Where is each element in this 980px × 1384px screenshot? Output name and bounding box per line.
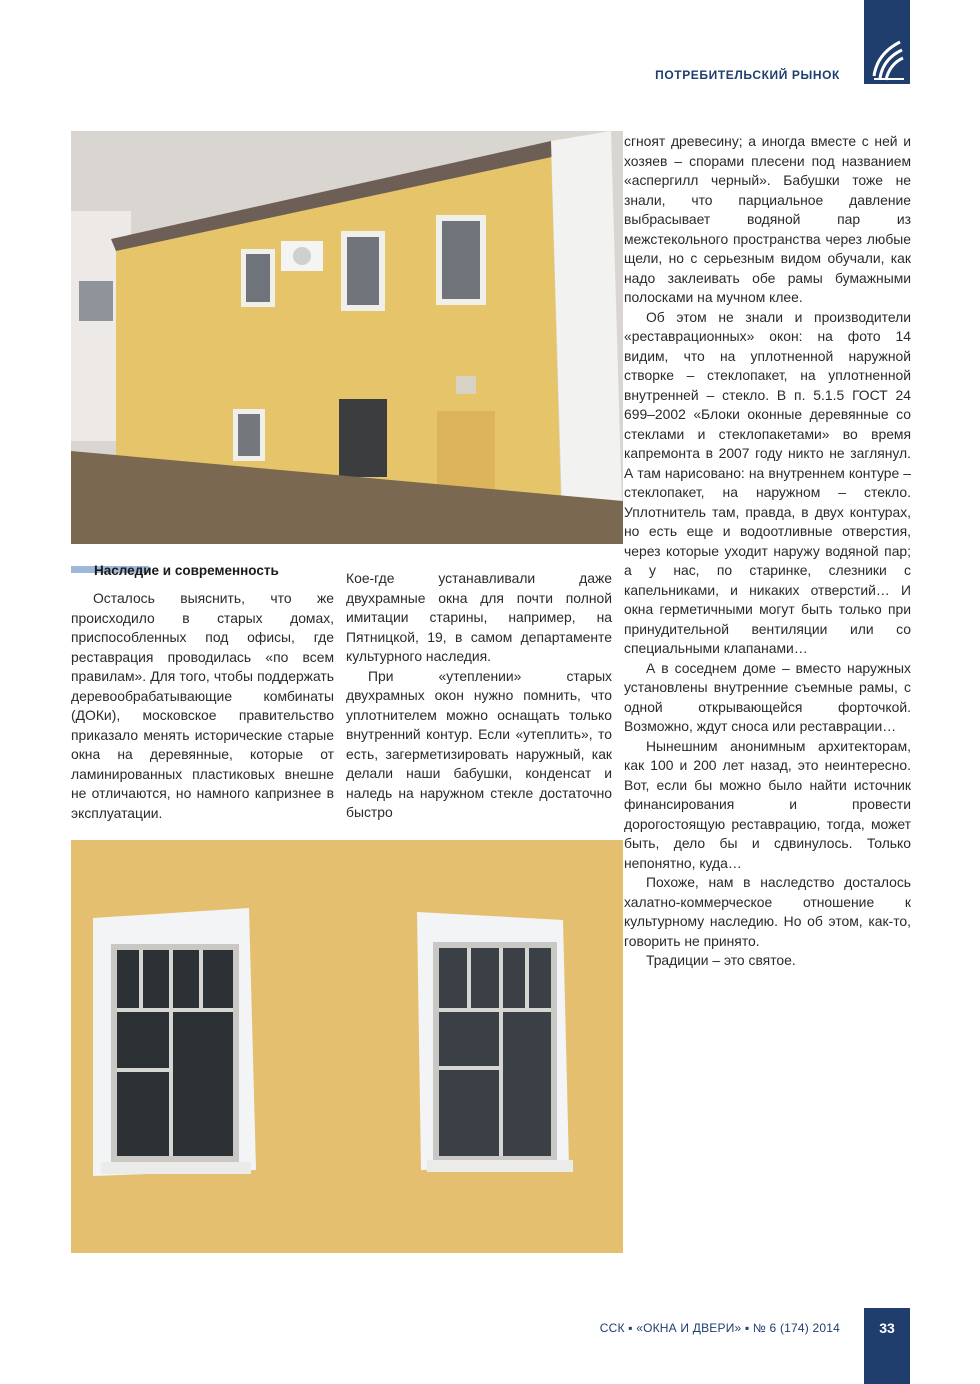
paragraph: При «утеплении» старых двухрамных окон нужно помнить, что уплотнителем можно оснащать только внутренний контур. Если «утеплить», то есть, загерметизировать наружный, как делали наши бабушки, конденсат и наледь на наружном стекле достаточно быстро — [346, 667, 612, 820]
section-label: ПОТРЕБИТЕЛЬСКИЙ РЫНОК — [655, 68, 840, 82]
paragraph: Нынешним анонимным архитекторам, как 100 и 200 лет назад, это неинтересно. Вот, если бы можно было найти источник финансирования и провести дорогостоящую реставрацию, тогда, может быть, дело бы и сдвинулось. Только непонятно, куда… — [624, 737, 911, 871]
footer-journal: ССК ▪ «ОКНА И ДВЕРИ» ▪ № 6 (174) 2014 — [599, 1321, 840, 1335]
corner-logo-tab — [864, 0, 910, 84]
paragraph: сгноят древесину; а иногда вместе с ней и хозяев – спорами плесени под названием «аспергилл черный». Бабушки тоже не знали, что парциальное давление выбрасывает водяной пар из межстекольного пространства через любые щели, но с серьезным видом обучали, как надо заклеивать обе рамы бумажными полосками на мучном клее. — [624, 133, 911, 305]
page-number: 33 — [864, 1308, 910, 1384]
paragraph: Похоже, нам в наследство досталось халатно-коммерческое отношение к культурному наследию. Но об этом, как-то, говорить не принято. — [624, 874, 911, 949]
text-column-2 — [346, 569, 612, 823]
journal-logo-icon — [870, 32, 904, 82]
text-column-3 — [624, 132, 911, 971]
section-heading: Наследие и современность — [94, 563, 279, 578]
photo-two-windows — [71, 840, 623, 1253]
photo-yellow-building — [71, 131, 623, 544]
text-column-1 — [71, 589, 334, 823]
paragraph: Осталось выяснить, что же происходило в старых домах, приспособленных под офисы, где реставрация проводилась «по всем правилам». Для того, чтобы поддержать деревообрабатывающие комбинаты (ДОКи), московское правительство приказало менять исторические старые окна на деревянные, которые от ламинированных пластиковых внешне не отличаются, но намного капризнее в эксплуатации. — [71, 590, 334, 821]
paragraph: Кое-где устанавливали даже двухрамные окна для почти полной имитации старины, например, на Пятницкой, 19, в самом департаменте культурного наследия. — [346, 570, 612, 664]
paragraph: Традиции – это святое. — [646, 952, 796, 968]
paragraph: А в соседнем доме – вместо наружных установлены внутренние съемные рамы, с одной открывающейся форточкой. Возможно, ждут сноса или реставрации… — [624, 659, 911, 734]
paragraph: Об этом не знали и производители «реставрационных» окон: на фото 14 видим, что на уплотненной наружной створке – стеклопакет, на уплотненной внутренней – стекло. В п. 5.1.5 ГОСТ 24 699–2002 «Блоки оконные деревянные со стеклами и стеклопакетами» во время капремонта в 2007 году никто не заглянул. А там нарисовано: на внутреннем контуре – стеклопакет, на наружном – стекло. Уплотнитель там, правда, в двух контурах, но есть еще и водоотливные отверстия, через которые уходит наружу водяной пар; а у нас, по старинке, слезники с капельниками, и никаких отверстий… И окна герметичными могут быть только при принудительной вентиляции или со специальными клапанами… — [624, 308, 911, 656]
